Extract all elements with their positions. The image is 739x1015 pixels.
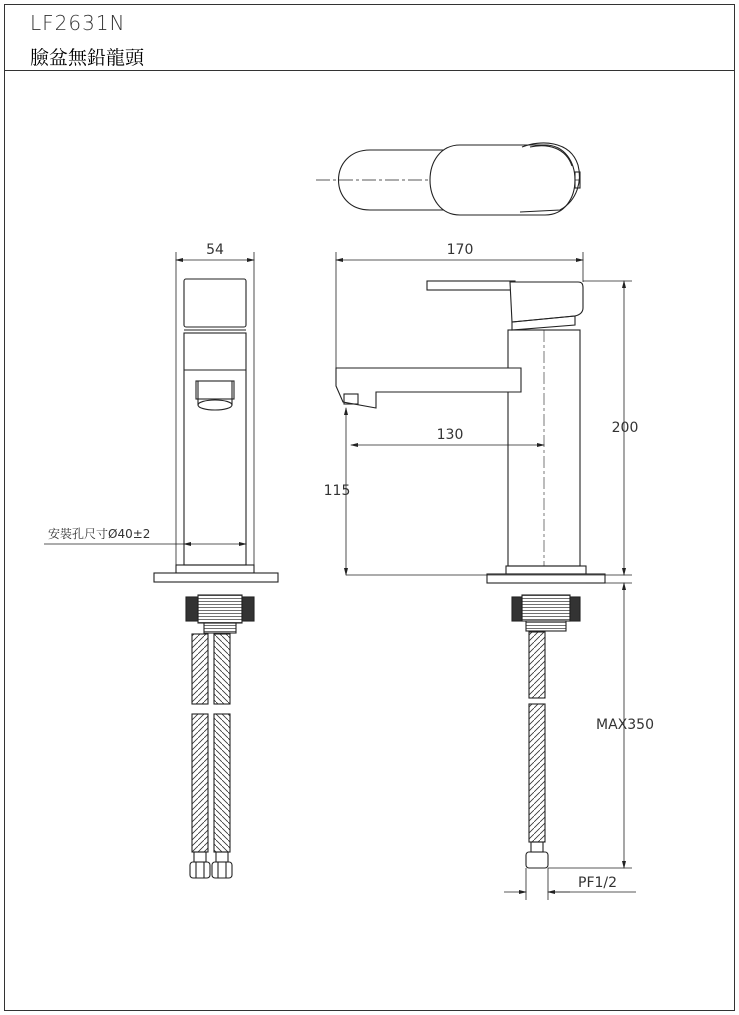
model-number: LF2631N: [30, 11, 126, 35]
dim-spout-height-label: 115: [323, 483, 351, 499]
side-view: [336, 281, 605, 868]
mounting-hole-label: 安裝孔尺寸Ø40±2: [48, 527, 151, 541]
dim-total-length-label: 170: [446, 242, 474, 258]
dim-spout-reach-label: 130: [436, 427, 464, 443]
sheet-frame: [5, 5, 735, 1011]
dim-hose-length-label: MAX350: [596, 717, 654, 733]
front-dimensions: [44, 252, 254, 565]
dim-width-label: 54: [206, 242, 224, 258]
top-view: [316, 143, 580, 215]
front-view: [154, 279, 278, 878]
product-name: 臉盆無鉛龍頭: [30, 47, 145, 69]
dim-total-height-label: 200: [611, 420, 639, 436]
dim-thread-label: PF1/2: [578, 875, 618, 891]
